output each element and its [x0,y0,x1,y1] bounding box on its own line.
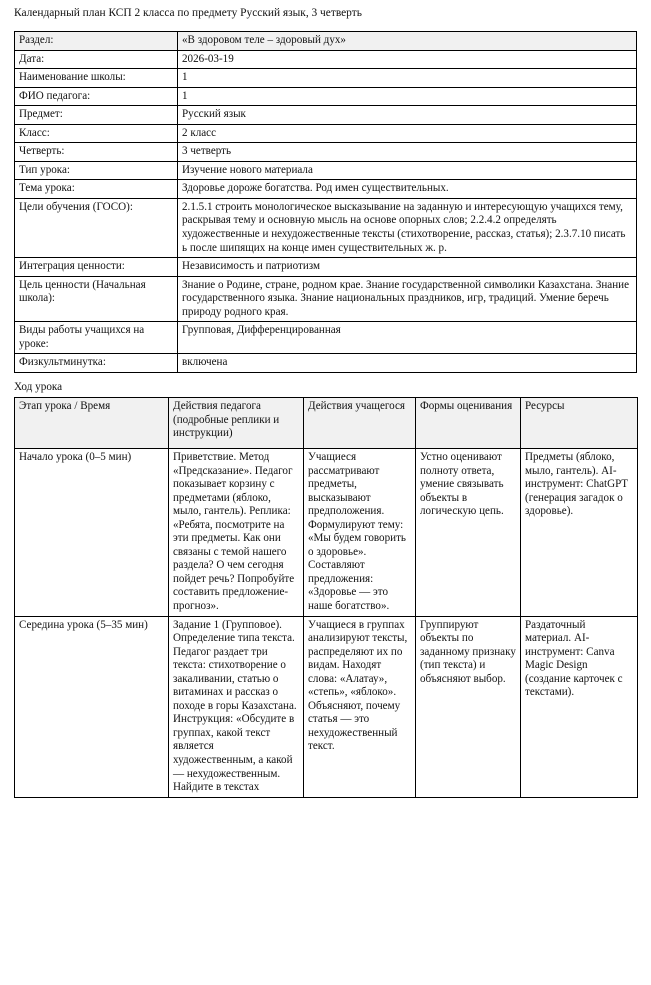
metadata-label: Наименование школы: [15,69,178,88]
metadata-value: 3 четверть [178,143,637,162]
lesson-flow-head [15,398,638,449]
stage-cell: Начало урока (0–5 мин) [15,449,169,617]
table-row [15,276,637,322]
resources-cell: Раздаточный материал. AI-инструмент: Canva Magic Design (создание карточек с текстами). [521,616,638,797]
table-row [15,198,637,257]
metadata-value: Здоровье дороже богатства. Род имен существительных. [178,180,637,199]
metadata-label: Интеграция ценности: [15,258,178,277]
metadata-label: Четверть: [15,143,178,162]
metadata-value: Независимость и патриотизм [178,258,637,277]
lesson-flow-table [14,397,638,798]
lesson-flow-heading: Ход урока [14,381,63,393]
stage-cell: Середина урока (5–35 мин) [15,616,169,797]
table-row [15,106,637,125]
metadata-label: ФИО педагога: [15,87,178,106]
metadata-value: 2 класс [178,124,637,143]
table-row [15,69,637,88]
metadata-label: Раздел: [15,32,178,51]
lesson-flow-body [15,449,638,798]
metadata-value: Русский язык [178,106,637,125]
table-row [15,32,637,51]
table-row [15,449,638,617]
table-row [15,143,637,162]
metadata-value: Групповая, Дифференцированная [178,322,637,354]
lesson-metadata-table [14,31,637,373]
table-row [15,258,637,277]
column-header: Действия учащегося [304,398,416,449]
metadata-label: Физкультминутка: [15,354,178,373]
table-row [15,616,638,797]
resources-cell: Предметы (яблоко, мыло, гантель). AI-инструмент: ChatGPT (генерация загадок о здоровье). [521,449,638,617]
table-row [15,50,637,69]
table-row [15,87,637,106]
metadata-value: 2.1.5.1 строить монологическое высказывание на заданную и интересующую учащихся тему, раскрывая тему и основную мысль на основе опорных слов; 2.2.4.2 определять художественные и нехудожественные тексты (стихотворение, рассказ, статья); 2.3.7.10 писать ь после шипящих на конце имен существительных ж. р. [178,198,637,257]
metadata-value: 1 [178,87,637,106]
table-row [15,161,637,180]
metadata-value: 2026-03-19 [178,50,637,69]
metadata-label: Предмет: [15,106,178,125]
page-title: Календарный план КСП 2 класса по предмету Русский язык, 3 четверть [14,7,362,19]
student-actions-cell: Учащиеся в группах анализируют тексты, распределяют их по видам. Находят слова: «Алатау», «степь», «яблоко». Объясняют, почему статья — это нехудожественный текст. [304,616,416,797]
teacher-actions-cell: Приветствие. Метод «Предсказание». Педагог показывает корзину с предметами (яблоко, мыло, гантель). Реплика: «Ребята, посмотрите на эти предметы. Как они связаны с темой нашего раздела? О чем сегодня пойдет речь? Попробуйте составить предложение-прогноз». [169,449,304,617]
teacher-actions-cell: Задание 1 (Групповое). Определение типа текста. Педагог раздает три текста: стихотворение о закаливании, статью о витаминах и рассказ о походе в горы Казахстана. Инструкция: «Обсудите в группах, какой текст является художественным, а какой — нехудожественным. Найдите в текстах [169,616,304,797]
lesson-metadata-body [15,32,637,373]
column-header: Ресурсы [521,398,638,449]
metadata-value: 1 [178,69,637,88]
table-header-row [15,398,638,449]
metadata-label: Цель ценности (Начальная школа): [15,276,178,322]
metadata-label: Класс: [15,124,178,143]
metadata-label: Цели обучения (ГОСО): [15,198,178,257]
column-header: Этап урока / Время [15,398,169,449]
column-header: Формы оценивания [416,398,521,449]
metadata-value: «В здоровом теле – здоровый дух» [178,32,637,51]
metadata-value: Знание о Родине, стране, родном крае. Знание государственной символики Казахстана. Знание государственного языка. Знание национальных праздников, игр, традиций. Умение беречь природу родного края. [178,276,637,322]
metadata-label: Тема урока: [15,180,178,199]
student-actions-cell: Учащиеся рассматривают предметы, высказывают предположения. Формулируют тему: «Мы будем говорить о здоровье». Составляют предложения: «Здоровье — это наше богатство». [304,449,416,617]
table-row [15,180,637,199]
table-row [15,124,637,143]
table-row [15,354,637,373]
metadata-label: Виды работы учащихся на уроке: [15,322,178,354]
metadata-value: Изучение нового материала [178,161,637,180]
assessment-cell: Устно оценивают полноту ответа, умение связывать объекты в логическую цепь. [416,449,521,617]
table-row [15,322,637,354]
metadata-label: Дата: [15,50,178,69]
column-header: Действия педагога (подробные реплики и инструкции) [169,398,304,449]
metadata-label: Тип урока: [15,161,178,180]
assessment-cell: Группируют объекты по заданному признаку (тип текста) и объясняют выбор. [416,616,521,797]
metadata-value: включена [178,354,637,373]
